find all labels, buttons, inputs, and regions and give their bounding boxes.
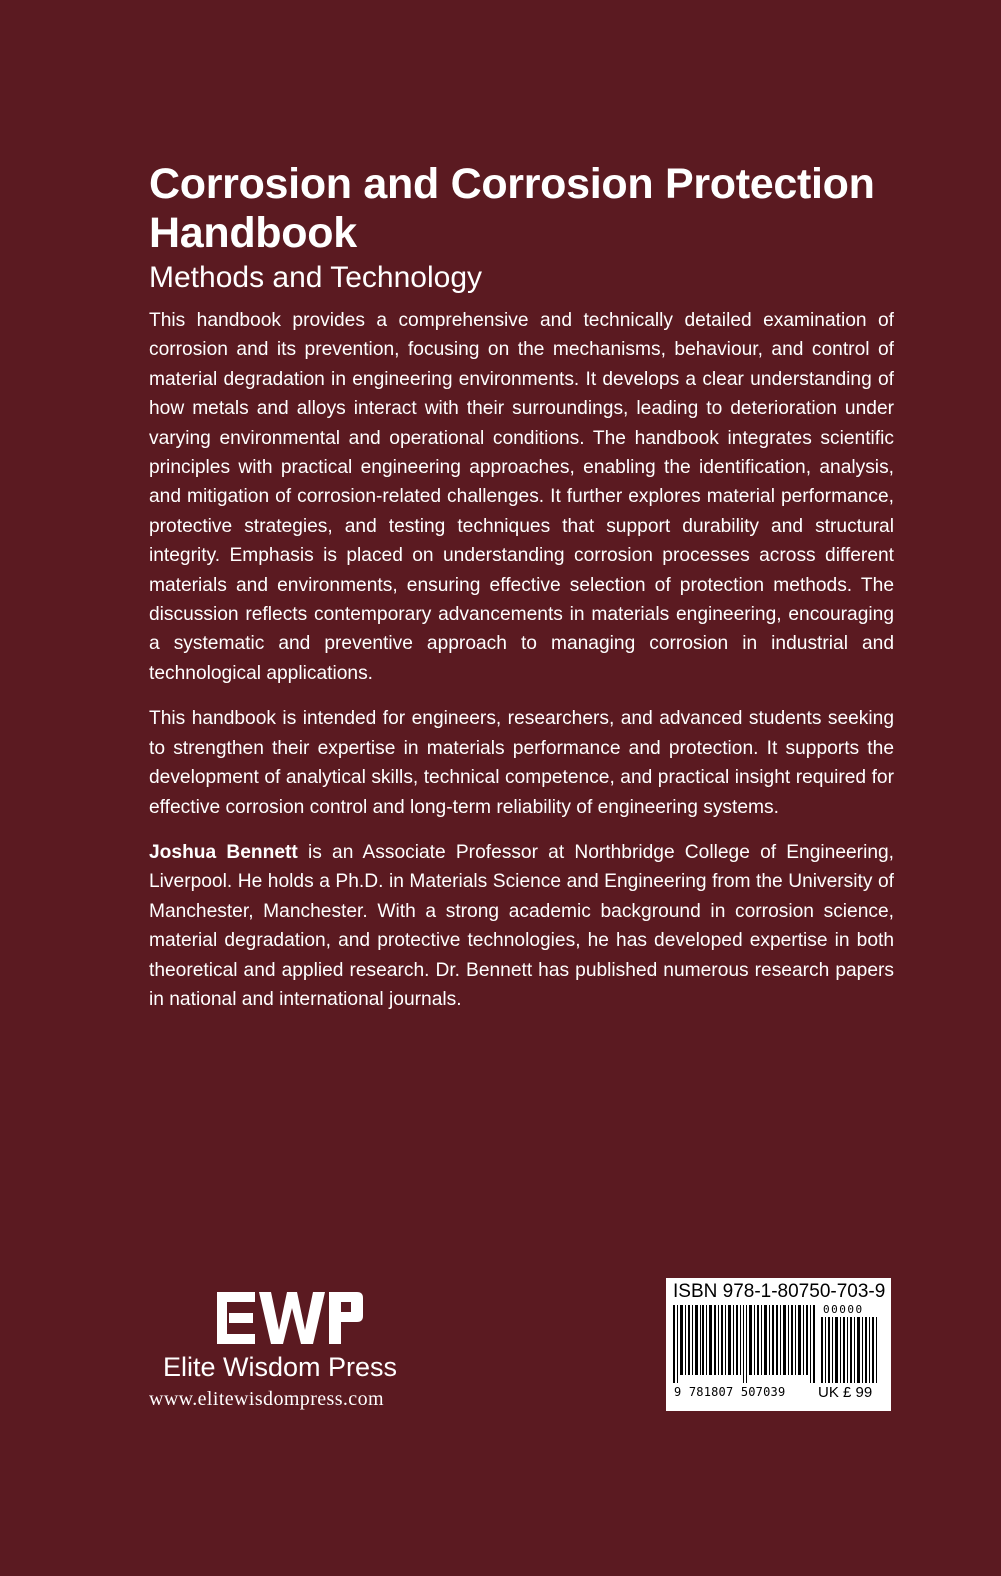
publisher-url: www.elitewisdompress.com: [149, 1388, 384, 1410]
description-paragraph-1: This handbook provides a comprehensive and technically detailed examination of corrosion and its prevention, focusing on the mechanisms, behaviour, and control of material degradation in engineering environments. It develops a clear understanding of how metals and alloys interact with their surroundings, leading to deterioration under varying environmental and operational conditions. The handbook integrates scientific principles with practical engineering approaches, enabling the identification, analysis, and mitigation of corrosion-related challenges. It further explores material performance, protective strategies, and testing techniques that support durability and structural integrity. Emphasis is placed on understanding corrosion processes across different materials and environments, ensuring effective selection of protection methods. The discussion reflects contemporary advancements in materials engineering, encouraging a systematic and preventive approach to managing corrosion in industrial and technological applications.: [149, 310, 894, 684]
author-name: Joshua Bennett: [149, 841, 298, 863]
isbn-text: ISBN 978-1-80750-703-9: [673, 1281, 886, 1302]
barcode-addon: 00000: [823, 1303, 864, 1316]
description-paragraph-2: This handbook is intended for engineers, researchers, and advanced students seeking to strengthen their expertise in materials performance and protection. It supports the development of analytical skills, technical competence, and practical insight required for effective corrosion control and long-term reliability of engineering systems.: [149, 708, 894, 818]
publisher-block: [149, 1292, 449, 1422]
book-subtitle: Methods and Technology: [149, 261, 483, 294]
author-bio: [149, 838, 894, 1014]
blurb: [149, 306, 894, 1030]
price: UK £ 99: [818, 1384, 873, 1401]
barcode-digits: 9 781807 507039: [674, 1385, 786, 1399]
book-title: Corrosion and Corrosion Protection Handbook: [149, 160, 875, 257]
title-block: [149, 160, 909, 296]
publisher-logo-icon: [217, 1292, 363, 1344]
author-bio-text: is an Associate Professor at Northbridge College of Engineering, Liverpool. He holds a Ph.D. in Materials Science and Engineering from the University of Manchester, Manchester. With a strong academic background in corrosion science, material degradation, and protective technologies, he has developed expertise in both theoretical and applied research. Dr. Bennett has published numerous research papers in national and international journals.: [149, 841, 895, 1010]
barcode-box: [666, 1278, 891, 1411]
publisher-name: Elite Wisdom Press: [163, 1352, 398, 1382]
